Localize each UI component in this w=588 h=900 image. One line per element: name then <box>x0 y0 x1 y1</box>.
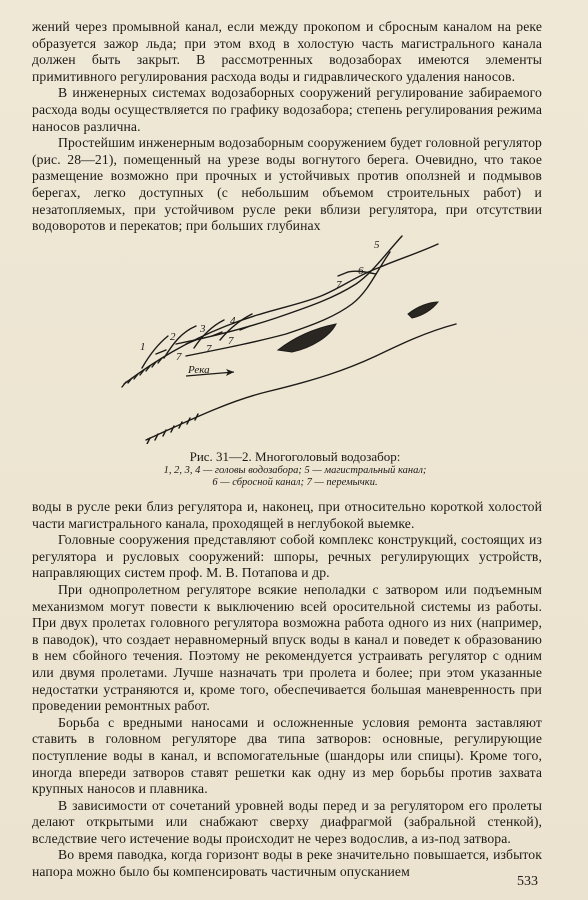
label-7: 7 <box>206 343 212 355</box>
main-canal-line <box>176 236 402 344</box>
island-right <box>408 302 438 318</box>
figure-multihead-intake <box>116 232 476 444</box>
figure-caption-legend: 6 — сбросной канал; 7 — перемычки. <box>212 477 378 488</box>
paragraph: В инженерных системах водозаборных сооружений регулирование забираемого расхода воды осуществляется по графику водозабора; степень регулирования режима наносов различна. <box>32 85 542 134</box>
paragraph: Во время паводка, когда горизонт воды в реке значительно повышается, избыток напора можно было бы компенсировать частичным опусканием <box>32 847 542 880</box>
label-4: 4 <box>230 315 236 327</box>
paragraph: воды в русле реки близ регулятора и, наконец, при относительно короткой холостой части магистрального канала, проходящей в неглубокой выемке. <box>32 499 542 531</box>
text-block-bottom <box>32 499 542 881</box>
label-7: 7 <box>176 351 182 363</box>
bank-hatching-upper <box>122 358 162 387</box>
bank-hatching-lower <box>147 414 198 444</box>
paragraph: жений через промывной канал, если между прокопом и сбросным каналом на реке образуется зажор льда; при этом вход в холостую часть магистрального канала должен быть закрыт. В рассмотренных водозаборах имеются элементы примитивного регулирования расхода воды и гидравлического удаления наносов. <box>32 19 542 84</box>
paragraph: В зависимости от сочетаний уровней воды перед и за регулятором его пролеты делают открытыми или снабжают сверху диафрагмой (забральной стенкой), вследствие чего истечение воды происходит не через водослив, а из-под затвора. <box>32 797 542 846</box>
paragraph: Головные сооружения представляют собой комплекс конструкций, состоящих из регулятора и русловых сооружений: шпоры, речных регулирующих устройств, направляющих систем проф. М. В. Потапова и др. <box>32 532 542 581</box>
page-number: 533 <box>517 874 538 889</box>
intake-diagram <box>116 232 476 444</box>
label-1: 1 <box>140 341 146 353</box>
paragraph: При однопролетном регуляторе всякие неполадки с затвором или подъемным механизмом могут повести к выключению всей оросительной системы из работы. При двух пролетах головного регулятора возможна работа одного из них (например, в паводок), что создает неравномерный впуск воды в канал и поведет к образованию в нем сбойного течения. Поэтому не рекомендуется устраивать регулятор с одним или двумя пролетами. Лучше назначать три пролета и более; при этом указанные недостатки устраняются и, кроме того, обеспечивается большая маневренность при проведении ремонтных работ. <box>32 581 542 714</box>
label-2: 2 <box>170 331 176 343</box>
label-3: 3 <box>200 323 206 335</box>
label-7: 7 <box>336 279 342 291</box>
label-7: 7 <box>228 335 234 347</box>
island-left <box>278 324 336 352</box>
river-label: Река <box>188 364 210 376</box>
label-6: 6 <box>358 265 364 277</box>
figure-caption-legend: 1, 2, 3, 4 — головы водозабора; 5 — магистральный канал; <box>163 465 427 476</box>
text-block-top <box>32 19 542 235</box>
paragraph: Простейшим инженерным водозаборным сооружением будет головной регулятор (рис. 28—21), помещенный на урезе воды вогнутого берега. Очевидно, что такое размещение возможно при прочных и устойчивых против оползней и подмывов берегах, легко доступных (с небольшим объемом строительных работ) и незатопляемых, при устойчивом русле реки вблизи регулятора, при отсутствии водоворотов и перекатов; при больших глубинах <box>32 135 542 234</box>
river-bank-upper <box>124 244 438 384</box>
label-5: 5 <box>374 239 380 251</box>
figure-caption-title: Рис. 31—2. Многоголовый водозабор: <box>189 449 401 464</box>
paragraph: Борьба с вредными наносами и осложненные условия ремонта заставляют ставить в головном регуляторе два типа затворов: основные, регулирующие поступление воды в канал, и вспомогательные (шандоры или спицы). Кроме того, иногда впереди затворов ставят решетки как одну из мер борьбы против захвата крупных наносов и плавника. <box>32 714 542 797</box>
